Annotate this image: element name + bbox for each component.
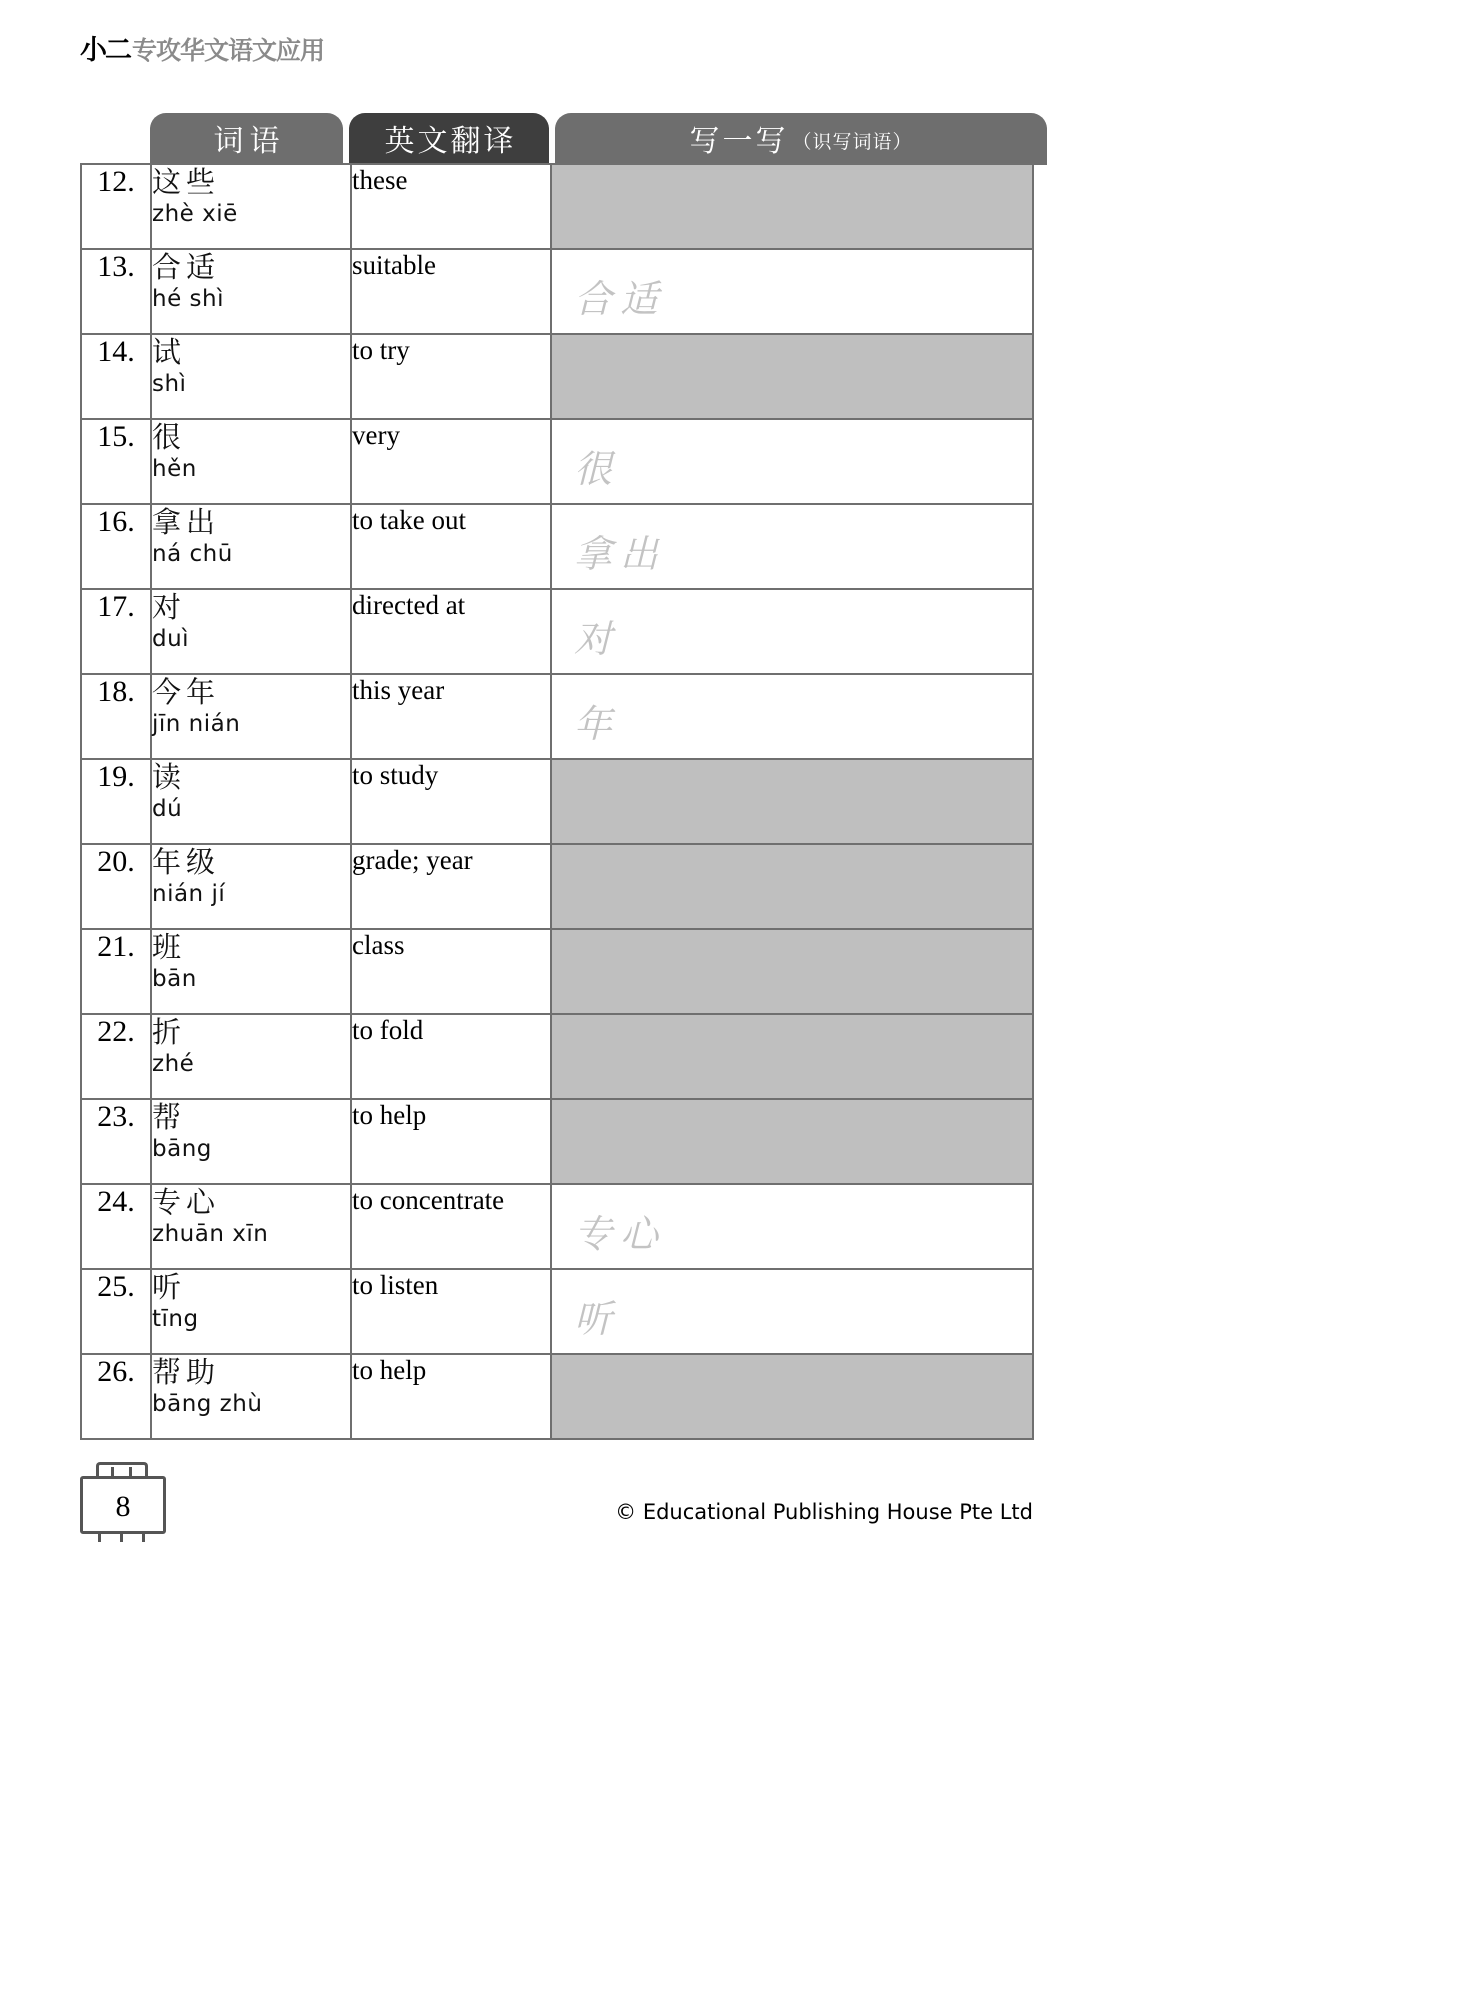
table-row bbox=[81, 334, 1033, 419]
english-translation-cell: to help bbox=[351, 1099, 551, 1184]
table-row bbox=[81, 759, 1033, 844]
english-translation-cell: to listen bbox=[351, 1269, 551, 1354]
table-row bbox=[81, 1099, 1033, 1184]
word-cell bbox=[151, 589, 351, 674]
word-cell bbox=[151, 1269, 351, 1354]
word-pinyin: zhuān xīn bbox=[152, 1221, 269, 1248]
word-cell bbox=[151, 419, 351, 504]
english-translation-cell: suitable bbox=[351, 249, 551, 334]
row-number: 21. bbox=[81, 929, 151, 1014]
word-cell bbox=[151, 1184, 351, 1269]
english-translation-cell: to concentrate bbox=[351, 1184, 551, 1269]
row-number: 25. bbox=[81, 1269, 151, 1354]
writing-practice-cell[interactable] bbox=[551, 589, 1033, 674]
english-translation-cell: to take out bbox=[351, 504, 551, 589]
copyright-notice: © Educational Publishing House Pte Ltd bbox=[615, 1500, 1033, 1524]
writing-practice-cell[interactable] bbox=[551, 164, 1033, 249]
tracing-guide-text: 很 bbox=[574, 447, 621, 491]
table-row bbox=[81, 674, 1033, 759]
writing-practice-cell[interactable] bbox=[551, 1014, 1033, 1099]
word-cell bbox=[151, 844, 351, 929]
column-header-word-label: 词语 bbox=[213, 124, 286, 159]
column-header-word bbox=[150, 113, 343, 165]
running-head-subject: 专攻华文语文应用 bbox=[132, 36, 325, 65]
writing-practice-cell[interactable] bbox=[551, 334, 1033, 419]
word-hanzi: 试 bbox=[152, 335, 187, 369]
word-cell bbox=[151, 674, 351, 759]
page-number-badge bbox=[80, 1462, 166, 1542]
running-head-level: 小二 bbox=[80, 35, 130, 66]
writing-practice-cell[interactable] bbox=[551, 674, 1033, 759]
english-translation-cell: to fold bbox=[351, 1014, 551, 1099]
word-hanzi: 班 bbox=[152, 930, 187, 964]
table-header-tabs bbox=[150, 113, 1047, 165]
row-number: 18. bbox=[81, 674, 151, 759]
word-cell bbox=[151, 249, 351, 334]
tracing-guide-text: 对 bbox=[574, 617, 621, 661]
writing-practice-cell[interactable] bbox=[551, 504, 1033, 589]
writing-practice-cell[interactable] bbox=[551, 1269, 1033, 1354]
word-pinyin: zhè xiē bbox=[152, 201, 238, 228]
word-hanzi: 帮助 bbox=[152, 1355, 221, 1389]
word-pinyin: ná chū bbox=[152, 541, 233, 568]
word-cell bbox=[151, 929, 351, 1014]
tracing-guide-text: 拿出 bbox=[574, 532, 667, 576]
table-row bbox=[81, 1014, 1033, 1099]
table-row bbox=[81, 164, 1033, 249]
english-translation-cell: grade; year bbox=[351, 844, 551, 929]
column-header-write-sublabel: （识写词语） bbox=[792, 130, 913, 153]
word-pinyin: shì bbox=[152, 371, 187, 398]
row-number: 12. bbox=[81, 164, 151, 249]
writing-practice-cell[interactable] bbox=[551, 419, 1033, 504]
english-translation-cell: this year bbox=[351, 674, 551, 759]
running-head bbox=[80, 28, 324, 67]
word-pinyin: duì bbox=[152, 626, 190, 653]
word-hanzi: 读 bbox=[152, 760, 187, 794]
english-translation-cell: directed at bbox=[351, 589, 551, 674]
word-hanzi: 听 bbox=[152, 1270, 187, 1304]
row-number: 24. bbox=[81, 1184, 151, 1269]
word-hanzi: 专心 bbox=[152, 1185, 221, 1219]
word-hanzi: 合适 bbox=[152, 250, 221, 284]
column-header-english bbox=[349, 113, 549, 165]
row-number: 20. bbox=[81, 844, 151, 929]
word-pinyin: jīn nián bbox=[152, 711, 241, 738]
word-hanzi: 很 bbox=[152, 420, 187, 454]
word-hanzi: 帮 bbox=[152, 1100, 187, 1134]
word-cell bbox=[151, 1099, 351, 1184]
english-translation-cell: these bbox=[351, 164, 551, 249]
table-row bbox=[81, 1354, 1033, 1439]
word-hanzi: 今年 bbox=[152, 675, 221, 709]
english-translation-cell: to study bbox=[351, 759, 551, 844]
column-header-write bbox=[555, 113, 1047, 165]
row-number: 19. bbox=[81, 759, 151, 844]
word-cell bbox=[151, 1354, 351, 1439]
writing-practice-cell[interactable] bbox=[551, 249, 1033, 334]
word-cell bbox=[151, 759, 351, 844]
writing-practice-cell[interactable] bbox=[551, 1184, 1033, 1269]
english-translation-cell: class bbox=[351, 929, 551, 1014]
table-row bbox=[81, 504, 1033, 589]
writing-practice-cell[interactable] bbox=[551, 1099, 1033, 1184]
word-pinyin: hé shì bbox=[152, 286, 224, 313]
tracing-guide-text: 专心 bbox=[574, 1212, 667, 1256]
row-number: 22. bbox=[81, 1014, 151, 1099]
word-pinyin: dú bbox=[152, 796, 183, 823]
english-translation-cell: to try bbox=[351, 334, 551, 419]
book-icon-feet bbox=[94, 1532, 150, 1542]
word-hanzi: 这些 bbox=[152, 165, 221, 199]
word-pinyin: hěn bbox=[152, 456, 197, 483]
row-number: 17. bbox=[81, 589, 151, 674]
word-cell bbox=[151, 334, 351, 419]
word-pinyin: tīng bbox=[152, 1306, 199, 1333]
word-pinyin: bāng bbox=[152, 1136, 212, 1163]
column-header-write-label: 写一写 bbox=[689, 124, 789, 159]
row-number: 26. bbox=[81, 1354, 151, 1439]
writing-practice-cell[interactable] bbox=[551, 1354, 1033, 1439]
english-translation-cell: to help bbox=[351, 1354, 551, 1439]
word-pinyin: bān bbox=[152, 966, 197, 993]
table-row bbox=[81, 929, 1033, 1014]
writing-practice-cell[interactable] bbox=[551, 759, 1033, 844]
row-number: 14. bbox=[81, 334, 151, 419]
word-hanzi: 对 bbox=[152, 590, 187, 624]
tracing-guide-text: 听 bbox=[574, 1297, 621, 1341]
page-number: 8 bbox=[115, 1490, 131, 1523]
row-number: 13. bbox=[81, 249, 151, 334]
word-pinyin: nián jí bbox=[152, 881, 226, 908]
row-number: 15. bbox=[81, 419, 151, 504]
word-cell bbox=[151, 164, 351, 249]
table-row bbox=[81, 589, 1033, 674]
writing-practice-cell[interactable] bbox=[551, 844, 1033, 929]
writing-practice-cell[interactable] bbox=[551, 929, 1033, 1014]
row-number: 16. bbox=[81, 504, 151, 589]
word-pinyin: bāng zhù bbox=[152, 1391, 263, 1418]
word-hanzi: 折 bbox=[152, 1015, 187, 1049]
row-number: 23. bbox=[81, 1099, 151, 1184]
tracing-guide-text: 合适 bbox=[574, 277, 667, 321]
column-header-english-label: 英文翻译 bbox=[384, 124, 517, 159]
word-hanzi: 拿出 bbox=[152, 505, 221, 539]
word-pinyin: zhé bbox=[152, 1051, 195, 1078]
table-row bbox=[81, 419, 1033, 504]
tracing-guide-text: 年 bbox=[574, 702, 621, 746]
english-translation-cell: very bbox=[351, 419, 551, 504]
table-row bbox=[81, 249, 1033, 334]
table-row bbox=[81, 1184, 1033, 1269]
word-hanzi: 年级 bbox=[152, 845, 221, 879]
table-row bbox=[81, 844, 1033, 929]
word-cell bbox=[151, 504, 351, 589]
word-cell bbox=[151, 1014, 351, 1099]
vocabulary-table bbox=[80, 163, 1034, 1440]
table-row bbox=[81, 1269, 1033, 1354]
